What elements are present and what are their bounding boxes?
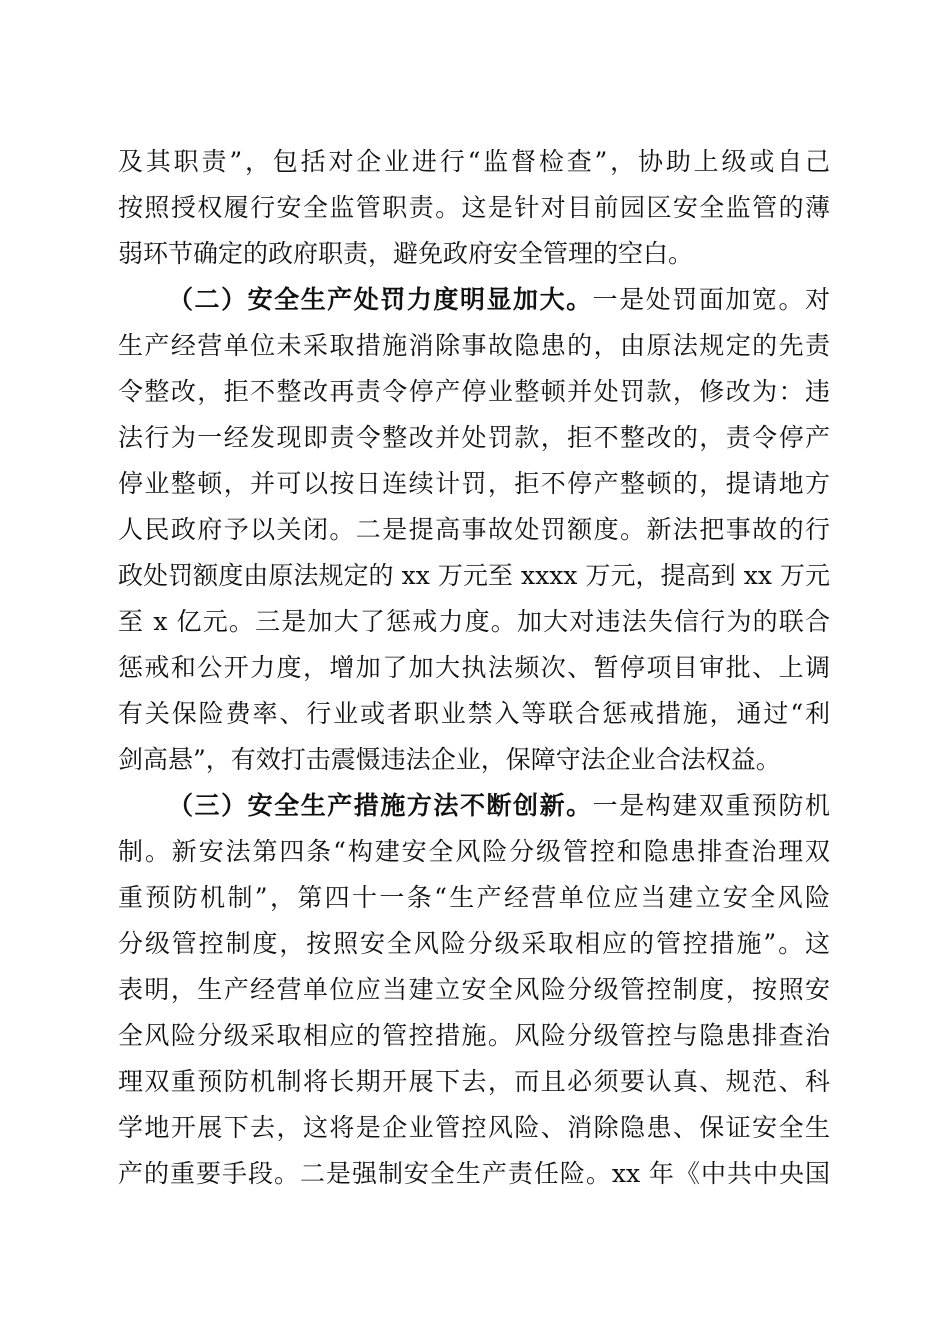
paragraph-2-text: 一是处罚面加宽。对 — [592, 285, 830, 314]
paragraph-3-line: 制。新安法第四条“构建安全风险分级管控和隐患排查治理双 — [118, 837, 830, 866]
paragraph-2-line: 有关保险费率、行业或者职业禁入等联合惩戒措施，通过“利 — [118, 699, 830, 728]
paragraph-2-line: 停业整顿，并可以按日连续计罚，拒不停产整顿的，提请地方 — [118, 469, 830, 498]
paragraph-3-line: 理双重预防机制将长期开展下去，而且必须要认真、规范、科 — [118, 1067, 830, 1096]
paragraph-3-line: 分级管控制度，按照安全风险分级采取相应的管控措施”。这 — [118, 929, 830, 958]
paragraph-3-line: 学地开展下去，这将是企业管控风险、消除隐患、保证安全生 — [118, 1113, 830, 1142]
paragraph-3-line: 重预防机制”，第四十一条“生产经营单位应当建立安全风险 — [118, 883, 830, 912]
paragraph-3-line: 表明，生产经营单位应当建立安全风险分级管控制度，按照安 — [118, 975, 830, 1004]
paragraph-2-line: 政处罚额度由原法规定的 xx 万元至 xxxx 万元，提高到 xx 万元 — [118, 561, 830, 590]
paragraph-2-line: 生产经营单位未采取措施消除事故隐患的，由原法规定的先责 — [118, 331, 830, 360]
paragraph-3-first-line — [168, 784, 830, 828]
paragraph-1-line: 弱环节确定的政府职责，避免政府安全管理的空白。 — [118, 239, 694, 268]
paragraph-2-line: 人民政府予以关闭。二是提高事故处罚额度。新法把事故的行 — [118, 515, 830, 544]
paragraph-2-line: 惩戒和公开力度，增加了加大执法频次、暂停项目审批、上调 — [118, 653, 830, 682]
section-heading-2: （二）安全生产处罚力度明显加大。 — [168, 285, 593, 314]
paragraph-3-text: 一是构建双重预防机 — [592, 791, 830, 820]
paragraph-2-first-line — [168, 278, 830, 322]
paragraph-2-line: 法行为一经发现即责令整改并处罚款，拒不整改的，责令停产 — [118, 423, 830, 452]
paragraph-2-line: 令整改，拒不整改再责令停产停业整顿并处罚款，修改为：违 — [118, 377, 830, 406]
paragraph-3-line: 全风险分级采取相应的管控措施。风险分级管控与隐患排查治 — [118, 1021, 830, 1050]
section-heading-3: （三）安全生产措施方法不断创新。 — [168, 791, 593, 820]
paragraph-2-line: 至 x 亿元。三是加大了惩戒力度。加大对违法失信行为的联合 — [118, 607, 830, 636]
paragraph-1-line: 按照授权履行安全监管职责。这是针对目前园区安全监管的薄 — [118, 193, 830, 222]
paragraph-3-line: 产的重要手段。二是强制安全生产责任险。xx 年《中共中央国 — [118, 1159, 830, 1188]
paragraph-1-line: 及其职责”，包括对企业进行“监督检查”，协助上级或自己 — [118, 147, 830, 176]
paragraph-2-line: 剑高悬”，有效打击震慑违法企业，保障守法企业合法权益。 — [118, 745, 781, 774]
